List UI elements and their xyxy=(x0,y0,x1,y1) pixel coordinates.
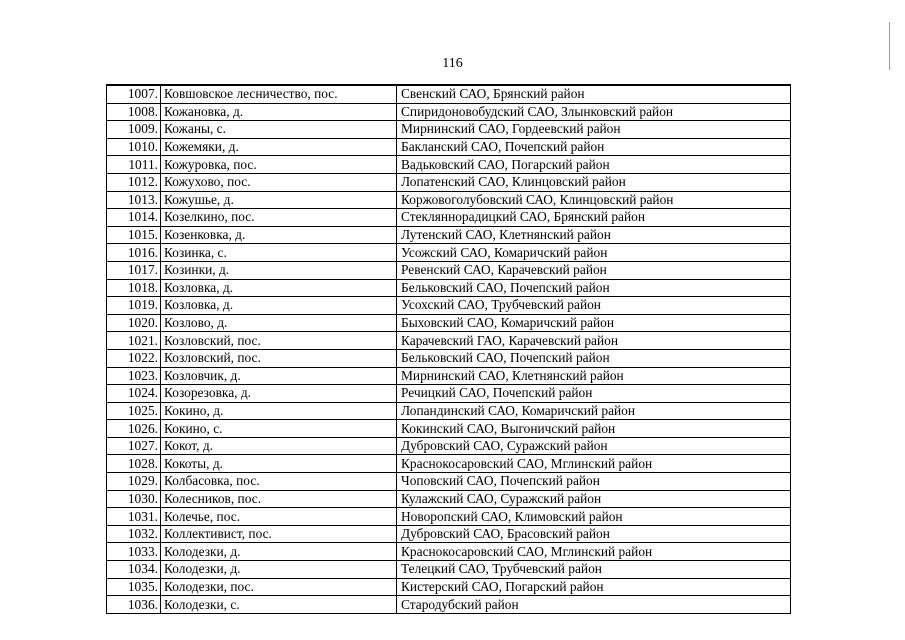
table-row xyxy=(107,244,791,262)
administrative-unit: Лопандинский САО, Комаричский район xyxy=(397,402,791,420)
row-number: 1030. xyxy=(107,490,161,508)
table-row xyxy=(107,121,791,139)
settlement-name: Кокино, с. xyxy=(161,420,397,438)
settlement-name: Козинка, с. xyxy=(161,244,397,262)
row-number: 1013. xyxy=(107,191,161,209)
settlements-table xyxy=(106,84,791,614)
settlement-name: Колодезки, пос. xyxy=(161,578,397,596)
settlement-name: Козловка, д. xyxy=(161,279,397,297)
table-row xyxy=(107,191,791,209)
settlement-name: Кожуровка, пос. xyxy=(161,156,397,174)
settlement-name: Кожушье, д. xyxy=(161,191,397,209)
row-number: 1022. xyxy=(107,349,161,367)
row-number: 1017. xyxy=(107,261,161,279)
table-row xyxy=(107,508,791,526)
administrative-unit: Речицкий САО, Почепский район xyxy=(397,385,791,403)
table-row xyxy=(107,596,791,614)
administrative-unit: Лопатенский САО, Клинцовский район xyxy=(397,173,791,191)
administrative-unit: Краснокосаровский САО, Мглинский район xyxy=(397,543,791,561)
scan-edge-mark xyxy=(889,22,890,70)
administrative-unit: Кистерский САО, Погарский район xyxy=(397,578,791,596)
settlement-name: Козлово, д. xyxy=(161,314,397,332)
settlement-name: Кокот, д. xyxy=(161,437,397,455)
table-row xyxy=(107,543,791,561)
administrative-unit: Дубровский САО, Брасовский район xyxy=(397,525,791,543)
settlements-table-body xyxy=(107,85,791,613)
administrative-unit: Стекляннорадицкий САО, Брянский район xyxy=(397,209,791,227)
row-number: 1023. xyxy=(107,367,161,385)
administrative-unit: Кулажский САО, Суражский район xyxy=(397,490,791,508)
row-number: 1007. xyxy=(107,85,161,103)
page-number: 116 xyxy=(442,56,463,71)
table-row xyxy=(107,226,791,244)
settlement-name: Козловский, пос. xyxy=(161,332,397,350)
administrative-unit: Чоповский САО, Почепский район xyxy=(397,473,791,491)
row-number: 1019. xyxy=(107,297,161,315)
settlement-name: Кожановка, д. xyxy=(161,103,397,121)
row-number: 1024. xyxy=(107,385,161,403)
table-row xyxy=(107,437,791,455)
row-number: 1033. xyxy=(107,543,161,561)
row-number: 1028. xyxy=(107,455,161,473)
administrative-unit: Бельковский САО, Почепский район xyxy=(397,349,791,367)
administrative-unit: Новоропский САО, Климовский район xyxy=(397,508,791,526)
administrative-unit: Ревенский САО, Карачевский район xyxy=(397,261,791,279)
settlement-name: Колесников, пос. xyxy=(161,490,397,508)
row-number: 1031. xyxy=(107,508,161,526)
row-number: 1034. xyxy=(107,561,161,579)
table-row xyxy=(107,561,791,579)
table-row xyxy=(107,156,791,174)
row-number: 1015. xyxy=(107,226,161,244)
table-row xyxy=(107,385,791,403)
row-number: 1027. xyxy=(107,437,161,455)
administrative-unit: Мирнинский САО, Клетнянский район xyxy=(397,367,791,385)
administrative-unit: Кокинский САО, Выгоничский район xyxy=(397,420,791,438)
settlement-name: Кожемяки, д. xyxy=(161,138,397,156)
administrative-unit: Дубровский САО, Суражский район xyxy=(397,437,791,455)
table-row xyxy=(107,261,791,279)
table-row xyxy=(107,455,791,473)
settlement-name: Колодезки, д. xyxy=(161,543,397,561)
settlement-name: Колечье, пос. xyxy=(161,508,397,526)
settlement-name: Ковшовское лесничество, пос. xyxy=(161,85,397,103)
row-number: 1012. xyxy=(107,173,161,191)
row-number: 1021. xyxy=(107,332,161,350)
settlement-name: Кожухово, пос. xyxy=(161,173,397,191)
table-row xyxy=(107,85,791,103)
administrative-unit: Карачевский ГАО, Карачевский район xyxy=(397,332,791,350)
administrative-unit: Краснокосаровский САО, Мглинский район xyxy=(397,455,791,473)
settlement-name: Козловка, д. xyxy=(161,297,397,315)
table-row xyxy=(107,279,791,297)
administrative-unit: Телецкий САО, Трубчевский район xyxy=(397,561,791,579)
settlement-name: Коллективист, пос. xyxy=(161,525,397,543)
administrative-unit: Коржовоголубовский САО, Клинцовский район xyxy=(397,191,791,209)
administrative-unit: Стародубский район xyxy=(397,596,791,614)
row-number: 1036. xyxy=(107,596,161,614)
row-number: 1020. xyxy=(107,314,161,332)
administrative-unit: Свенский САО, Брянский район xyxy=(397,85,791,103)
administrative-unit: Усожский САО, Комаричский район xyxy=(397,244,791,262)
settlement-name: Колодезки, с. xyxy=(161,596,397,614)
table-row xyxy=(107,103,791,121)
table-row xyxy=(107,173,791,191)
table-row xyxy=(107,314,791,332)
administrative-unit: Бельковский САО, Почепский район xyxy=(397,279,791,297)
row-number: 1010. xyxy=(107,138,161,156)
administrative-unit: Усохский САО, Трубчевский район xyxy=(397,297,791,315)
settlement-name: Кокоты, д. xyxy=(161,455,397,473)
settlement-name: Козловский, пос. xyxy=(161,349,397,367)
table-row xyxy=(107,349,791,367)
settlement-name: Козловчик, д. xyxy=(161,367,397,385)
settlement-name: Козенковка, д. xyxy=(161,226,397,244)
table-row xyxy=(107,332,791,350)
table-row xyxy=(107,490,791,508)
settlement-name: Козинки, д. xyxy=(161,261,397,279)
table-row xyxy=(107,525,791,543)
settlement-name: Кокино, д. xyxy=(161,402,397,420)
settlement-name: Козорезовка, д. xyxy=(161,385,397,403)
row-number: 1026. xyxy=(107,420,161,438)
table-row xyxy=(107,578,791,596)
administrative-unit: Мирнинский САО, Гордеевский район xyxy=(397,121,791,139)
settlement-name: Колбасовка, пос. xyxy=(161,473,397,491)
settlement-name: Козелкино, пос. xyxy=(161,209,397,227)
administrative-unit: Бакланский САО, Почепский район xyxy=(397,138,791,156)
table-row xyxy=(107,138,791,156)
administrative-unit: Быховский САО, Комаричский район xyxy=(397,314,791,332)
row-number: 1008. xyxy=(107,103,161,121)
settlement-name: Колодезки, д. xyxy=(161,561,397,579)
row-number: 1029. xyxy=(107,473,161,491)
row-number: 1009. xyxy=(107,121,161,139)
administrative-unit: Вадьковский САО, Погарский район xyxy=(397,156,791,174)
row-number: 1032. xyxy=(107,525,161,543)
row-number: 1011. xyxy=(107,156,161,174)
table-row xyxy=(107,473,791,491)
administrative-unit: Лутенский САО, Клетнянский район xyxy=(397,226,791,244)
row-number: 1018. xyxy=(107,279,161,297)
settlement-name: Кожаны, с. xyxy=(161,121,397,139)
row-number: 1025. xyxy=(107,402,161,420)
row-number: 1016. xyxy=(107,244,161,262)
row-number: 1014. xyxy=(107,209,161,227)
table-row xyxy=(107,420,791,438)
table-row xyxy=(107,297,791,315)
table-row xyxy=(107,209,791,227)
row-number: 1035. xyxy=(107,578,161,596)
administrative-unit: Спиридоновобудский САО, Злынковский район xyxy=(397,103,791,121)
table-row xyxy=(107,367,791,385)
table-row xyxy=(107,402,791,420)
